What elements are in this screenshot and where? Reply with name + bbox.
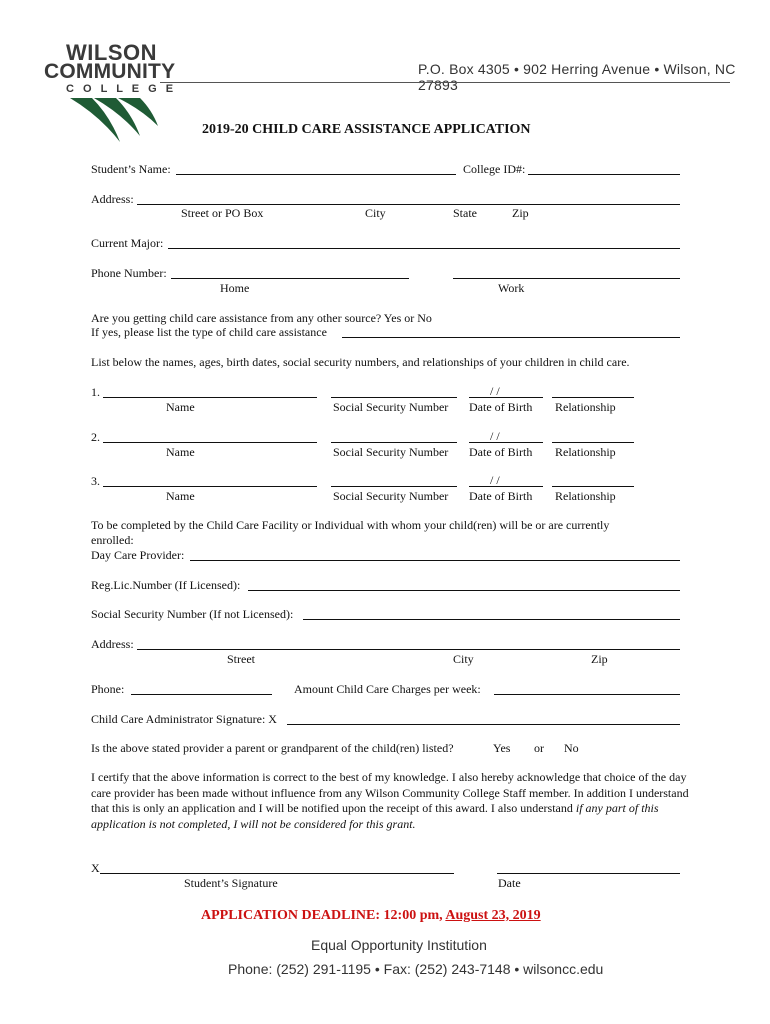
provider-address-field[interactable]: [137, 649, 680, 650]
child-dob-caption: Date of Birth: [469, 445, 533, 459]
daycare-provider-field[interactable]: [190, 560, 680, 561]
provider-intro-line2: enrolled:: [91, 533, 134, 547]
college-id-field[interactable]: [528, 174, 680, 175]
signature-date-field[interactable]: [497, 873, 680, 874]
child-name-field[interactable]: [103, 486, 317, 487]
child-relationship-caption: Relationship: [555, 445, 616, 459]
child-dob-field[interactable]: [469, 397, 543, 398]
admin-signature-field[interactable]: [287, 724, 680, 725]
phone-work-field[interactable]: [453, 278, 680, 279]
college-id-label: College ID#:: [463, 162, 526, 176]
phone-home-field[interactable]: [171, 278, 409, 279]
child-dob-field[interactable]: [469, 442, 543, 443]
student-signature-field[interactable]: [100, 873, 454, 874]
child-ssn-field[interactable]: [331, 442, 457, 443]
relation-or-text: or: [534, 741, 544, 755]
daycare-provider-label: Day Care Provider:: [91, 548, 185, 562]
child-dob-caption: Date of Birth: [469, 400, 533, 414]
child-ssn-caption: Social Security Number: [333, 489, 449, 503]
logo-wordmark-wilson: WILSON: [66, 40, 157, 65]
header-address: P.O. Box 4305 • 902 Herring Avenue • Wilson, NC 27893: [418, 61, 736, 93]
address-street-caption: Street or PO Box: [181, 206, 264, 220]
logo-wordmark-community: COMMUNITY: [44, 60, 176, 83]
charges-label: Amount Child Care Charges per week:: [294, 682, 481, 696]
child-row-number: 2.: [91, 430, 100, 444]
child-dob-slashes: / /: [490, 473, 500, 487]
children-intro: List below the names, ages, birth dates, social security numbers, and relationships of your children in child care.: [91, 355, 630, 369]
provider-address-label: Address:: [91, 637, 134, 651]
admin-signature-label: Child Care Administrator Signature: X: [91, 712, 277, 726]
footer-eoi: Equal Opportunity Institution: [311, 937, 487, 953]
deadline-label: APPLICATION DEADLINE: 12:00 pm,: [201, 908, 446, 923]
header-rule: [160, 82, 730, 83]
address-city-caption: City: [365, 206, 386, 220]
certification-paragraph: [91, 770, 691, 832]
child-name-caption: Name: [166, 400, 195, 414]
child-row-number: 1.: [91, 385, 100, 399]
address-label: Address:: [91, 192, 134, 206]
child-name-field[interactable]: [103, 442, 317, 443]
provider-phone-field[interactable]: [131, 694, 272, 695]
provider-address-street-caption: Street: [227, 652, 255, 666]
address-state-caption: State: [453, 206, 477, 220]
page-title: 2019-20 CHILD CARE ASSISTANCE APPLICATION: [202, 122, 531, 137]
assistance-followup-label: If yes, please list the type of child care assistance: [91, 325, 327, 339]
child-name-field[interactable]: [103, 397, 317, 398]
child-row-number: 3.: [91, 474, 100, 488]
certification-italic-text: if any part of this application is not completed, I will not be considered for this grant.: [91, 801, 659, 831]
assistance-type-field[interactable]: [342, 337, 680, 338]
address-field[interactable]: [137, 204, 680, 205]
reglic-number-label: Reg.Lic.Number (If Licensed):: [91, 578, 241, 592]
relation-yes-option[interactable]: Yes: [493, 741, 511, 755]
child-dob-caption: Date of Birth: [469, 489, 533, 503]
phone-home-caption: Home: [220, 281, 250, 295]
child-ssn-caption: Social Security Number: [333, 445, 449, 459]
child-relationship-caption: Relationship: [555, 489, 616, 503]
address-zip-caption: Zip: [512, 206, 529, 220]
certification-text: I certify that the above information is correct to the best of my knowledge. I also hereby acknowledge that choice of the day care provider has been made without influence from any Wilson Community College Staff member. In addition I understand that this is only an application and I will be notified upon the receipt of this award. I also understand: [91, 770, 689, 815]
student-name-field[interactable]: [176, 174, 456, 175]
relation-question: Is the above stated provider a parent or grandparent of the child(ren) listed?: [91, 741, 454, 755]
child-relationship-field[interactable]: [552, 442, 634, 443]
application-deadline: [201, 909, 541, 923]
provider-phone-label: Phone:: [91, 682, 125, 696]
child-name-caption: Name: [166, 445, 195, 459]
phone-work-caption: Work: [498, 281, 525, 295]
child-dob-slashes: / /: [490, 429, 500, 443]
provider-address-zip-caption: Zip: [591, 652, 608, 666]
child-dob-field[interactable]: [469, 486, 543, 487]
provider-address-city-caption: City: [453, 652, 474, 666]
reglic-number-field[interactable]: [248, 590, 680, 591]
child-relationship-caption: Relationship: [555, 400, 616, 414]
child-ssn-caption: Social Security Number: [333, 400, 449, 414]
major-label: Current Major:: [91, 236, 164, 250]
child-name-caption: Name: [166, 489, 195, 503]
assistance-question: Are you getting child care assistance from any other source? Yes or No: [91, 311, 432, 325]
child-dob-slashes: / /: [490, 384, 500, 398]
student-signature-caption: Student’s Signature: [184, 876, 278, 890]
signature-date-caption: Date: [498, 876, 521, 890]
provider-ssn-label: Social Security Number (If not Licensed):: [91, 607, 294, 621]
signature-x-mark: X: [91, 861, 100, 875]
provider-intro-line1: To be completed by the Child Care Facility or Individual with whom your child(ren) will be or are currently: [91, 518, 610, 532]
deadline-date: August 23, 2019: [445, 908, 541, 923]
child-relationship-field[interactable]: [552, 397, 634, 398]
phone-label: Phone Number:: [91, 266, 167, 280]
logo-swoosh-icon: [70, 96, 160, 144]
logo-wordmark-college: C O L L E G E: [66, 83, 177, 95]
child-relationship-field[interactable]: [552, 486, 634, 487]
student-name-label: Student’s Name:: [91, 162, 171, 176]
child-ssn-field[interactable]: [331, 486, 457, 487]
charges-field[interactable]: [494, 694, 680, 695]
relation-no-option[interactable]: No: [564, 741, 579, 755]
provider-ssn-field[interactable]: [303, 619, 680, 620]
major-field[interactable]: [168, 248, 680, 249]
child-ssn-field[interactable]: [331, 397, 457, 398]
footer-contact: Phone: (252) 291-1195 • Fax: (252) 243-7148 • wilsoncc.edu: [228, 961, 604, 977]
